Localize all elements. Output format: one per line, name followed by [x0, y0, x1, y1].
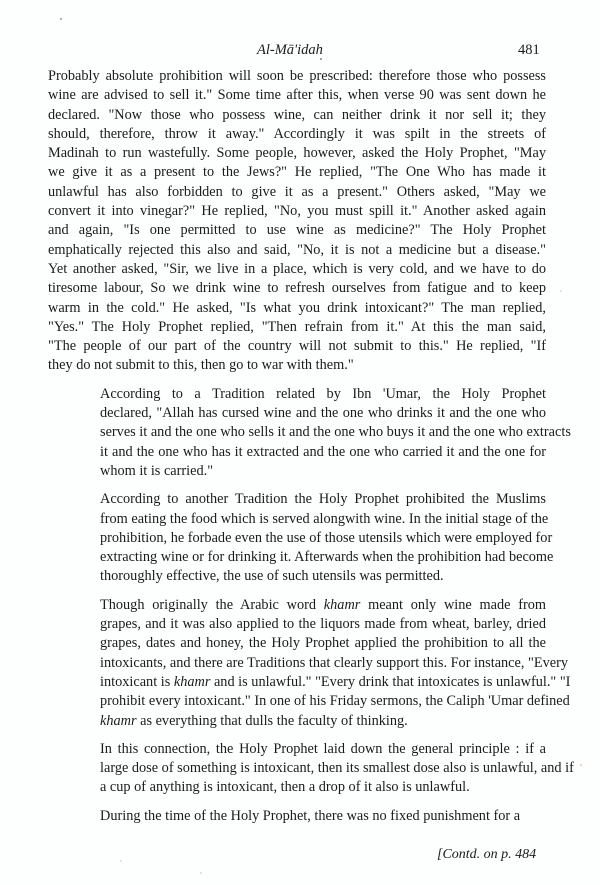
text-line: emphatically rejected this also and said, "No, it is not a medicine but a disease.": [48, 241, 546, 258]
text-line: convert it into vinegar?" He replied, "No, you must spill it." Another asked again: [48, 203, 546, 220]
body-text: [48, 67, 574, 835]
text-line: large dose of something is intoxicant, then its smallest dose also is unlawful, and if: [100, 760, 574, 777]
scan-speck: [580, 764, 582, 766]
text-line: unlawful has also forbidden to give it as a present." Others asked, "May we: [48, 183, 546, 200]
text-line: thoroughly effective, the use of such utensils was permitted.: [100, 568, 444, 585]
text-line: Madinah to run wastefully. Some people, however, asked the Holy Prophet, "May: [48, 145, 546, 162]
italic-term: khamr: [173, 673, 211, 690]
page-number: 481: [518, 42, 540, 58]
text-line: we give it as a present to the Jews?" He replied, "The One Who has made it: [48, 164, 546, 181]
text-line: tiresome labour, So we drink wine to refresh ourselves from fatigue and to keep: [48, 280, 546, 297]
text-line: grapes, and it was also applied to the liquors made from wheat, barley, dried: [100, 616, 546, 633]
paragraph: [48, 67, 546, 376]
text-line: wine are advised to sell it." Some time after this, when verse 90 was sent down he: [48, 87, 546, 104]
continuation-note: [Contd. on p. 484: [437, 847, 537, 862]
text-line: In this connection, the Holy Prophet laid down the general principle : if a: [100, 740, 546, 757]
text-line: it and the one who has it extracted and the one who carried it and the one for: [100, 443, 546, 460]
italic-term: khamr: [323, 596, 361, 613]
scan-speck: [200, 872, 202, 874]
text-line: warm in the cold." He asked, "Is what you drink intoxicant?" The man replied,: [48, 299, 546, 316]
text-line: declared, "Allah has cursed wine and the one who drinks it and the one who: [100, 405, 546, 422]
text-line: a cup of anything is intoxicant, then a drop of it also is unlawful.: [100, 779, 470, 796]
text-line: prohibition, he forbade even the use of those utensils which were employed for: [100, 529, 553, 546]
text-line: khamr as everything that dulls the faculty of thinking.: [100, 712, 408, 729]
text-line: intoxicants, and there are Traditions that clearly support this. For instance, "Every: [100, 654, 568, 671]
text-line: grapes, dates and honey, the Holy Prophet applied the prohibition to all the: [100, 635, 546, 652]
text-line: During the time of the Holy Prophet, there was no fixed punishment for a: [100, 807, 521, 824]
text-line: serves it and the one who sells it and the one who buys it and the one who extracts: [100, 424, 571, 441]
text-line: declared. "Now those who possess wine, can neither drink it nor sell it; they: [48, 106, 546, 123]
text-line: Yet another asked, "Sir, we live in a place, which is very cold, and we have to do: [48, 260, 546, 277]
scan-speck: [120, 860, 122, 862]
text-line: "Yes." The Holy Prophet replied, "Then refrain from it." At this the man said,: [48, 318, 546, 335]
text-line: they do not submit to this, then go to war with them.": [48, 357, 354, 374]
text-line: Probably absolute prohibition will soon be prescribed: therefore those who possess: [48, 68, 546, 84]
italic-term: khamr: [100, 712, 137, 729]
running-title: Al-Mā'idah: [257, 42, 323, 58]
scan-speck: [320, 58, 322, 60]
text-line: and again, "Is one permitted to use wine as medicine?" The Holy Prophet: [48, 222, 546, 239]
text-line: prohibit every intoxicant." In one of his Friday sermons, the Caliph 'Umar defined: [100, 693, 570, 710]
paragraph: [48, 807, 546, 826]
text-line: extracting wine or for drinking it. Afterwards when the prohibition had become: [100, 549, 554, 566]
scan-speck: [60, 18, 62, 20]
text-line: Though originally the Arabic word khamr meant only wine made from: [100, 596, 546, 613]
text-line: According to another Tradition the Holy Prophet prohibited the Muslims: [100, 491, 546, 508]
text-line: intoxicant is khamr and is unlawful." "Every drink that intoxicates is unlawful." "I: [100, 673, 571, 690]
paragraph: [48, 490, 554, 586]
text-line: "The people of our part of the country will not submit to this." He replied, "If: [48, 338, 546, 355]
running-head: [0, 36, 600, 60]
scan-speck: [560, 290, 562, 292]
text-line: should, therefore, throw it away." Accordingly it was spilt in the streets of: [48, 125, 546, 142]
paragraph: [48, 740, 574, 798]
text-line: According to a Tradition related by Ibn 'Umar, the Holy Prophet: [100, 385, 546, 402]
paragraph: [48, 596, 571, 731]
paragraph: [48, 385, 571, 481]
text-line: from eating the food which is served alongwith wine. In the initial stage of the: [100, 510, 549, 527]
text-line: whom it is carried.": [100, 462, 214, 479]
